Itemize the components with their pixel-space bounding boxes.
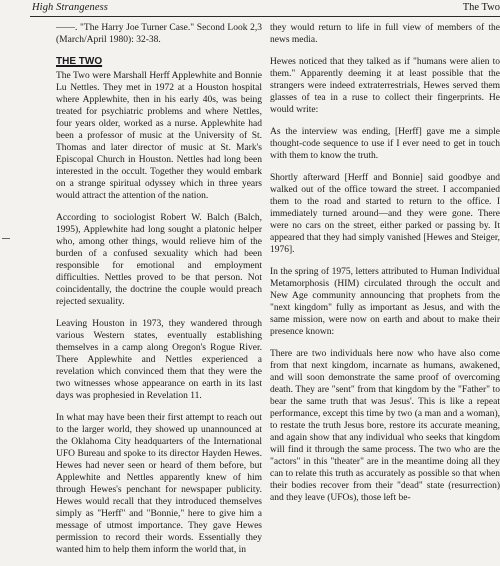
paragraph-4: In what may have been their first attempt to reach out to the larger world, they showed up unannounced at the Oklahoma City headquarters of the International UFO Bureau and spoke to its director Hayden Hewes. Hewes had never seen or heard of them before, but Applewhite and Nettles apparently knew of him through Hewes's penchant for newspaper publicity. Hewes would recall that they introduced themselves simply as "Herff" and "Bonnie," here to give him a message of utmost importance. They gave Hewes permission to record their words. Essentially they wanted him to help them inform the world that, in: [56, 413, 262, 555]
margin-mark: [2, 238, 10, 239]
block-quote-1a: As the interview was ending, [Herff] gave me a simple thought-code sequence to use if I ever need to get in touch with them to know the truth.: [270, 127, 500, 161]
left-column: [56, 22, 262, 566]
running-header-chapter-title: The Two: [462, 2, 500, 13]
paragraph-1: The Two were Marshall Herff Applewhite and Bonnie Lu Nettles. They met in 1972 at a Houston hospital where Applewhite, then in his early 40s, was being treated for psychiatric problems and where Nettles, four years older, worked as a nurse. Applewhite had been a professor of music at the University of St. Thomas and later director of music at St. Mark's Episcopal Church in Houston. Nettles had long been interested in the occult. Together they would embark on a strange spiritual odyssey which in three years would attract the attention of the nation.: [56, 71, 262, 201]
header-rule: [30, 16, 500, 17]
paragraph-3: Leaving Houston in 1973, they wandered through various Western states, eventually establishing themselves in a camp along Oregon's Rogue River. There Applewhite and Nettles experienced a revelation which convinced them that they were the two witnesses whose appearance on earth in its last days was prophesied in Revelation 11.: [56, 319, 262, 401]
block-quote-2: There are two individuals here now who have also come from that next kingdom, incarnate as humans, awakened, and will soon demonstrate the same proof of overcoming death. They are "sent" from that kingdom by the "Father" to bear the same truth that was Jesus'. This is like a repeat performance, except this time by two (a man and a woman), to restate the truth Jesus bore, restore its accurate meaning, and again show that any individual who seeks that kingdom will find it through the same process. The two who are the "actors" in this "theater" are in the meantime doing all they can to relate this truth as accurately as possible so that when their bodies recover from their "dead" state (resurrection) and they leave (UFOs), those left be-: [270, 349, 500, 503]
paragraph-5: they would return to life in full view of members of the news media.: [270, 23, 500, 45]
block-quote-1b: Shortly afterward [Herff and Bonnie] said goodbye and walked out of the office toward the street. I accompanied them to the road and started to return to the office. I immediately turned around—and they were gone. There were no cars on the street, either parked or passing by. It appeared that they had simply vanished [Hewes and Steiger, 1976].: [270, 173, 500, 255]
running-header-book-title: High Strangeness: [32, 2, 108, 13]
right-column: [270, 22, 500, 514]
bibliography-entry: ——. "The Harry Joe Turner Case." Second Look 2,3 (March/April 1980): 32-38.: [56, 23, 262, 45]
paragraph-6: Hewes noticed that they talked as if "humans were alien to them." Apparently deeming it at least possible that the strangers were indeed extraterrestrials, Hewes served them glasses of tea in a ruse to collect their fingerprints. He would write:: [270, 57, 500, 115]
paragraph-7: In the spring of 1975, letters attributed to Human Individual Metamorphosis (HIM) circulated through the occult and New Age community announcing that prophets from the "next kingdom" fully as important as Jesus, and with the same mission, were now on earth and about to make their presence known:: [270, 267, 500, 337]
section-heading: THE TWO: [56, 56, 103, 67]
paragraph-2: According to sociologist Robert W. Balch (Balch, 1995), Applewhite had long sought a platonic helper who, among other things, would relieve him of the burden of a confused sexuality which had been responsible for emotional and employment difficulties. Nettles proved to be that person. Not coincidentally, the doctrine the couple would preach rejected sexuality.: [56, 213, 262, 307]
